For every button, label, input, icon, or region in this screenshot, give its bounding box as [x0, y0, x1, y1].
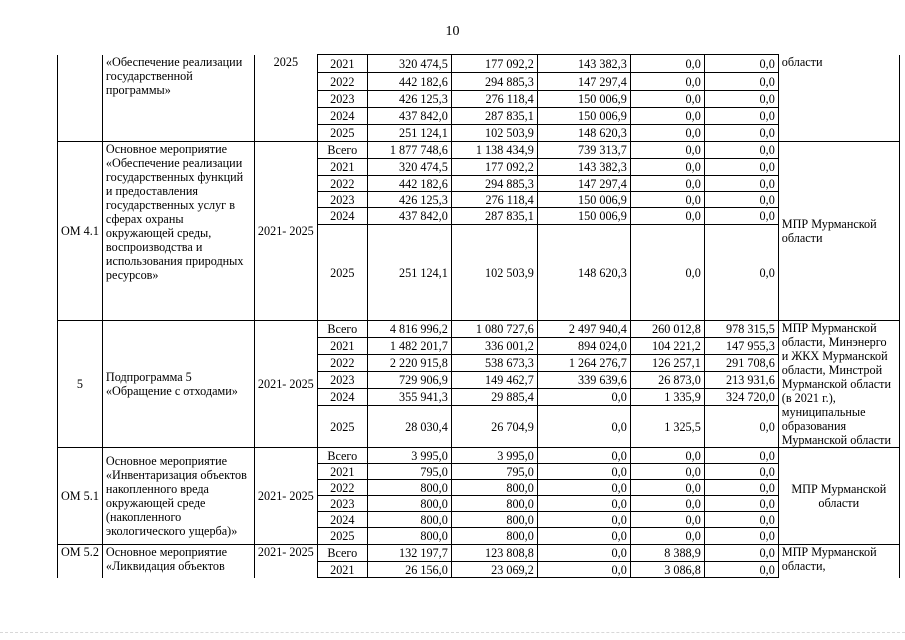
year-cell: Всего	[317, 142, 367, 159]
amount-cell: 3 086,8	[630, 562, 704, 578]
measure-name-cell: Основное мероприятие «Инвентаризация объектов накопленного вреда окружающей среде (накопленного экологического ущерба)»	[102, 448, 254, 545]
amount-cell: 126 257,1	[630, 355, 704, 372]
amount-cell: 538 673,3	[451, 355, 537, 372]
amount-cell: 795,0	[451, 464, 537, 480]
code-cell	[58, 55, 103, 142]
year-cell: 2022	[317, 176, 367, 192]
year-cell: Всего	[317, 448, 367, 464]
amount-cell: 0,0	[537, 496, 630, 512]
amount-cell: 1 335,9	[630, 389, 704, 406]
table-row	[58, 321, 900, 338]
amount-cell: 123 808,8	[451, 545, 537, 562]
year-cell: 2021	[317, 464, 367, 480]
period-cell: 2021- 2025	[254, 545, 317, 578]
measure-name-cell: Основное мероприятие «Ликвидация объектов	[102, 545, 254, 578]
year-cell: 2024	[317, 512, 367, 528]
amount-cell: 0,0	[537, 389, 630, 406]
amount-cell: 102 503,9	[451, 125, 537, 142]
year-cell: 2023	[317, 91, 367, 108]
total-cell: 26 156,0	[367, 562, 451, 578]
amount-cell: 0,0	[630, 176, 704, 192]
amount-cell: 0,0	[704, 159, 778, 176]
amount-cell: 0,0	[630, 448, 704, 464]
amount-cell: 0,0	[630, 512, 704, 528]
amount-cell: 978 315,5	[704, 321, 778, 338]
amount-cell: 291 708,6	[704, 355, 778, 372]
amount-cell: 1 080 727,6	[451, 321, 537, 338]
total-cell: 3 995,0	[367, 448, 451, 464]
amount-cell: 150 006,9	[537, 208, 630, 225]
amount-cell: 0,0	[704, 545, 778, 562]
year-cell: 2025	[317, 528, 367, 545]
measure-name-cell: Основное мероприятие «Обеспечение реализации государственных функций и предоставления государственных услуг в сферах охраны окружающей среды, воспроизводства и использования природных ресурсов»	[102, 142, 254, 321]
total-cell: 795,0	[367, 464, 451, 480]
amount-cell: 3 995,0	[451, 448, 537, 464]
amount-cell: 2 497 940,4	[537, 321, 630, 338]
amount-cell: 800,0	[451, 496, 537, 512]
total-cell: 1 877 748,6	[367, 142, 451, 159]
amount-cell: 147 297,4	[537, 176, 630, 192]
year-cell: 2021	[317, 562, 367, 578]
year-cell: 2025	[317, 125, 367, 142]
amount-cell: 800,0	[451, 480, 537, 496]
total-cell: 2 220 915,8	[367, 355, 451, 372]
amount-cell: 287 835,1	[451, 208, 537, 225]
table-row	[58, 55, 900, 73]
amount-cell: 0,0	[630, 159, 704, 176]
table-row	[58, 448, 900, 464]
total-cell: 442 182,6	[367, 176, 451, 192]
amount-cell: 0,0	[630, 142, 704, 159]
amount-cell: 294 885,3	[451, 176, 537, 192]
total-cell: 437 842,0	[367, 108, 451, 125]
amount-cell: 8 388,9	[630, 545, 704, 562]
amount-cell: 0,0	[704, 512, 778, 528]
page-number: 10	[445, 24, 460, 39]
amount-cell: 0,0	[704, 496, 778, 512]
page-bottom-divider	[0, 632, 905, 633]
amount-cell: 1 138 434,9	[451, 142, 537, 159]
amount-cell: 102 503,9	[451, 225, 537, 321]
executor-cell: МПР Мурманской области,	[778, 545, 899, 578]
measure-name-cell: Подпрограмма 5 «Обращение с отходами»	[102, 321, 254, 448]
year-cell: 2025	[317, 406, 367, 448]
year-cell: 2021	[317, 338, 367, 355]
amount-cell: 147 955,3	[704, 338, 778, 355]
amount-cell: 143 382,3	[537, 159, 630, 176]
amount-cell: 0,0	[704, 480, 778, 496]
amount-cell: 0,0	[630, 225, 704, 321]
amount-cell: 213 931,6	[704, 372, 778, 389]
amount-cell: 26 704,9	[451, 406, 537, 448]
amount-cell: 324 720,0	[704, 389, 778, 406]
total-cell: 729 906,9	[367, 372, 451, 389]
amount-cell: 260 012,8	[630, 321, 704, 338]
amount-cell: 177 092,2	[451, 55, 537, 73]
amount-cell: 0,0	[704, 406, 778, 448]
amount-cell: 0,0	[704, 562, 778, 578]
amount-cell: 149 462,7	[451, 372, 537, 389]
amount-cell: 150 006,9	[537, 192, 630, 208]
amount-cell: 0,0	[630, 528, 704, 545]
total-cell: 426 125,3	[367, 192, 451, 208]
year-cell: 2024	[317, 389, 367, 406]
year-cell: 2021	[317, 159, 367, 176]
total-cell: 251 124,1	[367, 125, 451, 142]
period-cell: 2021- 2025	[254, 142, 317, 321]
amount-cell: 0,0	[630, 464, 704, 480]
amount-cell: 0,0	[537, 464, 630, 480]
amount-cell: 0,0	[537, 562, 630, 578]
code-cell: 5	[58, 321, 103, 448]
table-row	[58, 545, 900, 562]
total-cell: 437 842,0	[367, 208, 451, 225]
year-cell: 2023	[317, 496, 367, 512]
total-cell: 426 125,3	[367, 91, 451, 108]
total-cell: 320 474,5	[367, 159, 451, 176]
amount-cell: 0,0	[537, 480, 630, 496]
amount-cell: 0,0	[630, 480, 704, 496]
amount-cell: 143 382,3	[537, 55, 630, 73]
amount-cell: 147 297,4	[537, 73, 630, 91]
amount-cell: 0,0	[704, 125, 778, 142]
year-cell: Всего	[317, 545, 367, 562]
amount-cell: 29 885,4	[451, 389, 537, 406]
amount-cell: 0,0	[704, 528, 778, 545]
table-row	[58, 142, 900, 159]
amount-cell: 26 873,0	[630, 372, 704, 389]
total-cell: 132 197,7	[367, 545, 451, 562]
amount-cell: 0,0	[704, 142, 778, 159]
period-cell: 2021- 2025	[254, 321, 317, 448]
year-cell: 2022	[317, 355, 367, 372]
amount-cell: 1 264 276,7	[537, 355, 630, 372]
executor-cell: МПР Мурманской области	[778, 142, 899, 321]
amount-cell: 0,0	[704, 91, 778, 108]
total-cell: 251 124,1	[367, 225, 451, 321]
code-cell: ОМ 5.2	[58, 545, 103, 578]
amount-cell: 148 620,3	[537, 125, 630, 142]
amount-cell: 0,0	[630, 108, 704, 125]
amount-cell: 339 639,6	[537, 372, 630, 389]
amount-cell: 0,0	[630, 208, 704, 225]
amount-cell: 0,0	[537, 512, 630, 528]
amount-cell: 0,0	[630, 55, 704, 73]
total-cell: 28 030,4	[367, 406, 451, 448]
amount-cell: 0,0	[704, 108, 778, 125]
amount-cell: 150 006,9	[537, 108, 630, 125]
amount-cell: 0,0	[630, 73, 704, 91]
total-cell: 1 482 201,7	[367, 338, 451, 355]
total-cell: 4 816 996,2	[367, 321, 451, 338]
amount-cell: 177 092,2	[451, 159, 537, 176]
code-cell: ОМ 4.1	[58, 142, 103, 321]
amount-cell: 0,0	[704, 464, 778, 480]
amount-cell: 800,0	[451, 512, 537, 528]
amount-cell: 148 620,3	[537, 225, 630, 321]
year-cell: Всего	[317, 321, 367, 338]
total-cell: 800,0	[367, 496, 451, 512]
amount-cell: 276 118,4	[451, 192, 537, 208]
year-cell: 2023	[317, 192, 367, 208]
amount-cell: 287 835,1	[451, 108, 537, 125]
measure-name-cell: «Обеспечение реализации государственной программы»	[102, 55, 254, 142]
amount-cell: 0,0	[704, 225, 778, 321]
period-cell: 2025	[254, 55, 317, 142]
period-cell: 2021- 2025	[254, 448, 317, 545]
amount-cell: 0,0	[537, 528, 630, 545]
year-cell: 2024	[317, 208, 367, 225]
executor-cell: области	[778, 55, 899, 142]
amount-cell: 0,0	[537, 406, 630, 448]
amount-cell: 276 118,4	[451, 91, 537, 108]
total-cell: 800,0	[367, 528, 451, 545]
amount-cell: 0,0	[704, 208, 778, 225]
amount-cell: 0,0	[704, 448, 778, 464]
amount-cell: 150 006,9	[537, 91, 630, 108]
year-cell: 2022	[317, 73, 367, 91]
executor-cell: МПР Мурманской области	[778, 448, 899, 545]
total-cell: 355 941,3	[367, 389, 451, 406]
amount-cell: 0,0	[537, 448, 630, 464]
amount-cell: 0,0	[630, 91, 704, 108]
amount-cell: 104 221,2	[630, 338, 704, 355]
amount-cell: 294 885,3	[451, 73, 537, 91]
total-cell: 800,0	[367, 512, 451, 528]
amount-cell: 0,0	[704, 55, 778, 73]
total-cell: 320 474,5	[367, 55, 451, 73]
year-cell: 2023	[317, 372, 367, 389]
amount-cell: 0,0	[704, 192, 778, 208]
amount-cell: 0,0	[630, 496, 704, 512]
amount-cell: 0,0	[537, 545, 630, 562]
amount-cell: 894 024,0	[537, 338, 630, 355]
amount-cell: 0,0	[630, 125, 704, 142]
year-cell: 2021	[317, 55, 367, 73]
code-cell: ОМ 5.1	[58, 448, 103, 545]
amount-cell: 0,0	[704, 176, 778, 192]
amount-cell: 1 325,5	[630, 406, 704, 448]
amount-cell: 0,0	[704, 73, 778, 91]
year-cell: 2022	[317, 480, 367, 496]
amount-cell: 739 313,7	[537, 142, 630, 159]
executor-cell: МПР Мурманской области, Минэнерго и ЖКХ Мурманской области, Минстрой Мурманской области (в 2021 г.), муниципальные образования Мурманской области	[778, 321, 899, 448]
year-cell: 2024	[317, 108, 367, 125]
amount-cell: 0,0	[630, 192, 704, 208]
amount-cell: 800,0	[451, 528, 537, 545]
total-cell: 800,0	[367, 480, 451, 496]
total-cell: 442 182,6	[367, 73, 451, 91]
year-cell: 2025	[317, 225, 367, 321]
amount-cell: 336 001,2	[451, 338, 537, 355]
program-funding-table	[57, 54, 900, 578]
amount-cell: 23 069,2	[451, 562, 537, 578]
